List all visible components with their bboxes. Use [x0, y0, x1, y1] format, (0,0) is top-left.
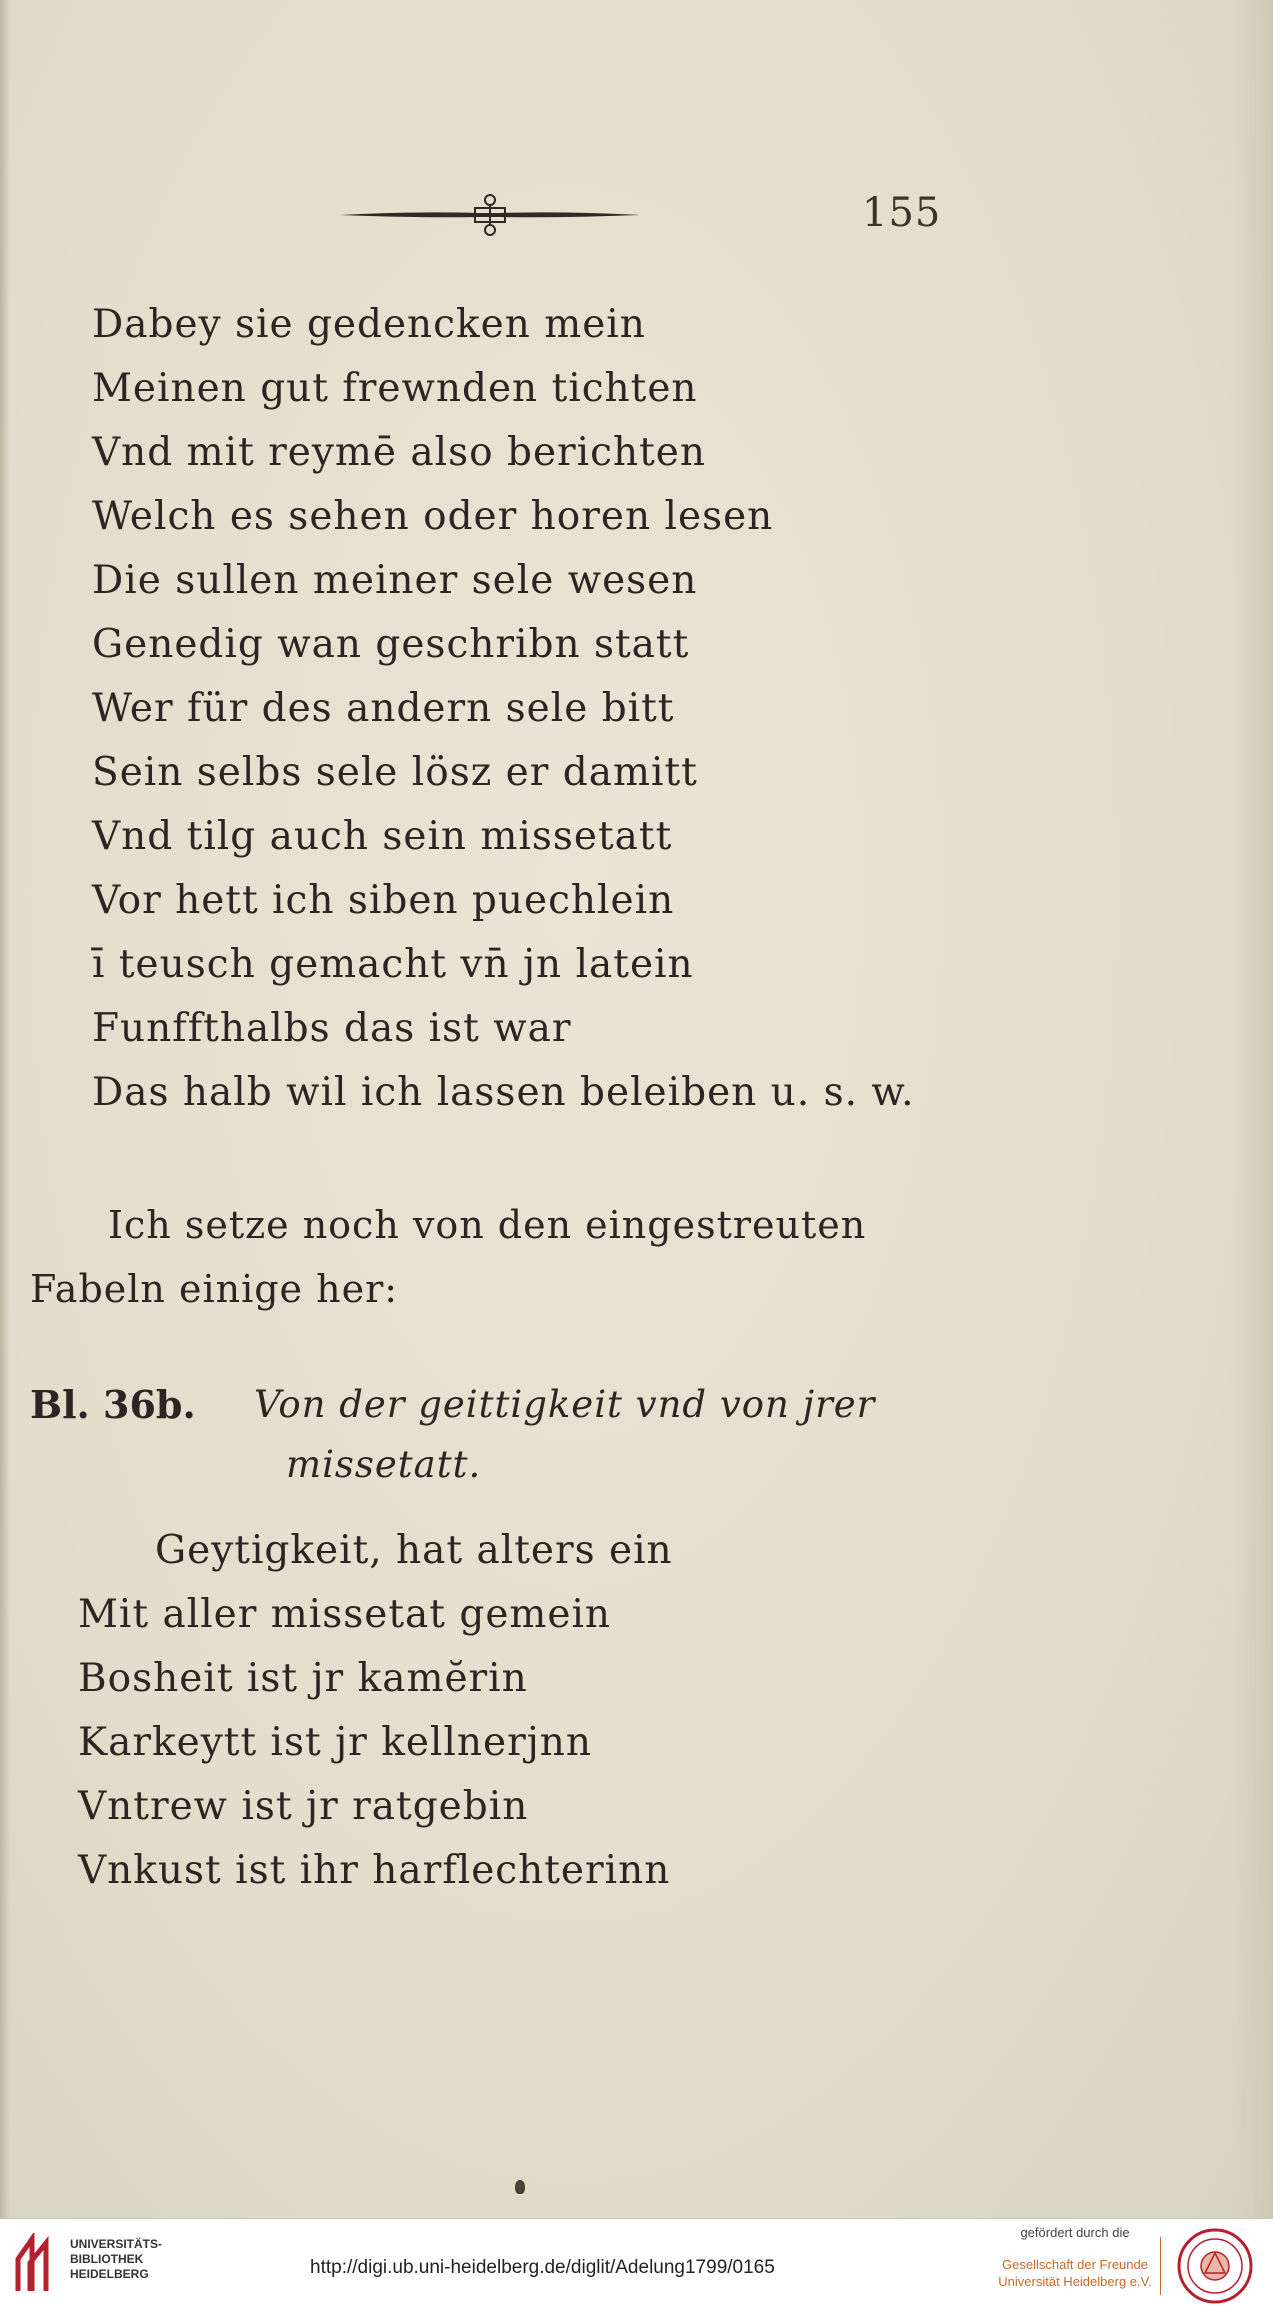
sponsor-name-line: Universität Heidelberg e.V. — [998, 2274, 1152, 2289]
poem-line: Sein selbs sele lösz er damitt — [92, 750, 698, 795]
library-name-line: HEIDELBERG — [70, 2267, 149, 2281]
fable-title: Von der geittigkeit vnd von jrer — [254, 1383, 876, 1426]
poem-line: Genedig wan geschribn statt — [92, 622, 690, 667]
fable-line: Geytigkeit, hat alters ein — [155, 1528, 673, 1573]
page-shadow-right — [1233, 0, 1273, 2218]
poem-line: Vnd mit reymē also berichten — [92, 430, 706, 475]
prose-line: Fabeln einige her: — [30, 1267, 399, 1311]
folio-reference: Bl. 36b. — [30, 1382, 196, 1427]
poem-line: Dabey sie gedencken mein — [92, 302, 646, 347]
library-name — [70, 2237, 162, 2282]
poem-line: Meinen gut frewnden tichten — [92, 366, 698, 411]
poem-line: Vnd tilg auch sein missetatt — [92, 814, 673, 859]
poem-line: ī teusch gemacht vn̄ jn latein — [92, 942, 694, 987]
fable-line: Karkeytt ist jr kellnerjnn — [78, 1720, 593, 1765]
footer-divider — [1160, 2237, 1161, 2295]
university-seal-icon[interactable] — [1175, 2227, 1255, 2305]
sponsor-name — [985, 2256, 1165, 2290]
poem-line: Wer für des andern sele bitt — [92, 686, 675, 731]
poem-line: Welch es sehen oder horen lesen — [92, 494, 774, 539]
prose-line: Ich setze noch von den eingestreuten — [108, 1203, 867, 1247]
sponsor-block[interactable] — [985, 2225, 1165, 2290]
page-shadow-left — [0, 0, 10, 2218]
fable-line: Bosheit ist jr kamĕrin — [78, 1656, 528, 1701]
sponsor-label: gefördert durch die — [1020, 2225, 1130, 2240]
poem-line: Das halb wil ich lassen beleiben u. s. w. — [92, 1070, 915, 1115]
library-logo-icon[interactable] — [12, 2233, 60, 2297]
fable-line: Vnkust ist ihr harflechterinn — [78, 1848, 671, 1893]
permalink-url[interactable]: http://digi.ub.uni-heidelberg.de/diglit/Adelung1799/0165 — [310, 2257, 775, 2278]
poem-line: Funffthalbs das ist war — [92, 1006, 572, 1051]
poem-line: Vor hett ich siben puechlein — [92, 878, 675, 923]
fable-line: Mit aller missetat gemein — [78, 1592, 612, 1637]
fable-title-continued: missetatt. — [286, 1443, 482, 1486]
ink-spot — [515, 2180, 525, 2194]
ornament-rule-icon — [340, 190, 640, 240]
library-name-line: BIBLIOTHEK — [70, 2252, 144, 2266]
page-number: 155 — [862, 190, 942, 236]
viewer-footer — [0, 2218, 1273, 2312]
fable-line: Vntrew ist jr ratgebin — [78, 1784, 529, 1829]
library-name-line: UNIVERSITÄTS- — [70, 2237, 163, 2251]
sponsor-name-line: Gesellschaft der Freunde — [1002, 2257, 1148, 2272]
poem-line: Die sullen meiner sele wesen — [92, 558, 698, 603]
